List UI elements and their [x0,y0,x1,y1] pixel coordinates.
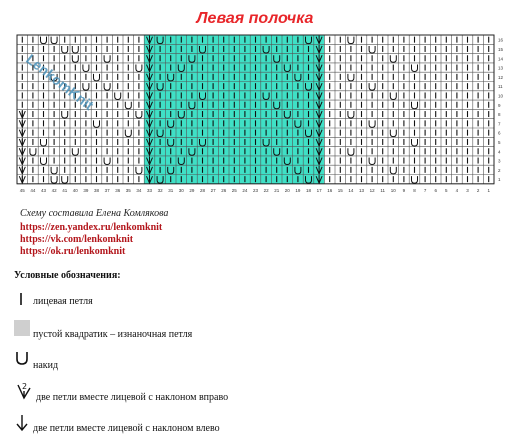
column-label: 14 [348,187,354,193]
empty-square-icon [14,320,30,336]
column-label: 27 [210,187,216,193]
row-label: 1 [498,177,501,183]
knit-stitch-icon [16,292,26,306]
yarn-over-mark [412,102,418,109]
decrease-mark [19,166,25,174]
column-label: 37 [104,187,110,193]
yarn-over-mark [348,74,354,81]
legend-label-k2tog-left: две петли вместе лицевой с наклоном влево [33,423,220,434]
yarn-over-mark [72,148,78,155]
row-label: 14 [498,56,504,62]
yarn-over-mark [41,37,47,44]
yarn-over-mark [94,120,100,127]
legend-label-k2tog-right: две петли вместе лицевой с наклоном вправо [36,392,229,403]
column-label: 17 [316,187,322,193]
yarn-over-mark [348,37,354,44]
decrease-mark [19,129,25,137]
yarn-over-mark [41,139,47,146]
decrease-mark [19,147,25,155]
column-label: 7 [423,187,427,193]
column-label: 3 [466,187,469,193]
row-label: 7 [498,121,501,127]
yarn-over-mark [83,65,89,72]
decrease-mark [19,138,25,146]
column-label: 18 [305,187,312,193]
yarn-over-mark [72,55,78,62]
column-label: 32 [157,187,163,193]
yarn-over-mark [104,83,110,90]
column-label: 44 [30,187,36,193]
k2tog-left-icon [14,414,30,432]
column-label: 23 [252,187,259,193]
column-label: 40 [72,187,78,193]
link-zen[interactable]: https://zen.yandex.ru/lenkomknit [20,222,163,233]
column-label: 22 [263,187,269,193]
column-label: 33 [146,187,153,193]
yarn-over-mark [115,92,121,99]
legend-label-yarn-over: накид [33,360,59,371]
column-label: 26 [221,187,227,193]
column-label: 4 [455,187,459,193]
yarn-over-mark [83,83,89,90]
row-label: 12 [498,74,504,80]
yarn-over-mark [104,55,110,62]
column-label: 16 [327,187,333,193]
yarn-over-mark [51,37,57,44]
yarn-over-mark [125,130,131,137]
column-label: 34 [136,187,142,193]
decrease-mark [19,175,25,183]
column-label: 6 [434,187,437,193]
column-label: 12 [369,187,375,193]
column-label: 45 [19,187,25,193]
column-label: 24 [242,187,248,193]
watermark: LenkomKnit [23,50,97,114]
yarn-over-mark [412,139,418,146]
decrease-mark [19,157,25,165]
yarn-over-icon [14,350,30,366]
yarn-over-mark [136,65,142,72]
yarn-over-mark [348,111,354,118]
yarn-over-mark [136,167,142,174]
column-label: 21 [274,187,280,193]
column-label: 5 [445,187,448,193]
column-label: 20 [284,187,290,193]
legend-title: Условные обозначения: [14,270,121,281]
yarn-over-mark [390,130,396,137]
row-label: 16 [498,37,504,43]
yarn-over-mark [104,158,110,165]
column-label: 42 [51,187,57,193]
row-label: 2 [498,167,501,173]
column-label: 30 [178,187,184,193]
link-ok[interactable]: https://ok.ru/lenkomknit [20,246,126,257]
yarn-over-mark [62,111,68,118]
k2tog-right-icon [14,381,34,401]
yarn-over-mark [94,74,100,81]
column-label: 15 [337,187,343,193]
column-label: 19 [295,187,301,193]
row-label: 8 [498,112,501,118]
yarn-over-mark [390,92,396,99]
yarn-over-mark [369,158,375,165]
yarn-over-mark [348,148,354,155]
yarn-over-mark [369,46,375,53]
yarn-over-mark [125,102,131,109]
decrease-mark [19,119,25,127]
column-label: 2 [476,187,480,193]
yarn-over-mark [51,176,57,183]
row-label: 15 [498,46,504,52]
row-label: 3 [498,158,501,164]
column-label: 25 [231,187,237,193]
yarn-over-mark [369,120,375,127]
svg-text:2: 2 [22,382,28,391]
row-label: 4 [498,149,501,155]
page-title: Левая полочка [196,10,314,27]
column-label: 39 [83,187,89,193]
row-label: 5 [498,139,501,145]
column-label: 43 [40,187,47,193]
yarn-over-mark [390,167,396,174]
yarn-over-mark [51,167,57,174]
row-label: 9 [498,102,501,108]
yarn-over-mark [369,83,375,90]
yarn-over-mark [62,46,68,53]
column-label: 41 [62,187,68,193]
column-label: 29 [189,187,195,193]
column-label: 11 [380,187,386,193]
column-label: 38 [93,187,100,193]
legend-label-purl: пустой квадратик – изнаночная петля [33,329,193,340]
legend-label-knit: лицевая петля [33,296,93,307]
column-label: 1 [487,187,490,193]
yarn-over-mark [136,111,142,118]
row-label: 11 [498,84,503,90]
column-label: 9 [402,187,406,193]
row-label: 6 [498,130,501,136]
column-label: 13 [358,187,365,193]
row-label: 13 [498,65,504,71]
column-label: 8 [413,187,416,193]
yarn-over-mark [41,158,47,165]
row-label: 10 [498,93,504,99]
knitting-chart [0,0,510,200]
column-label: 31 [168,187,174,193]
yarn-over-mark [412,176,418,183]
yarn-over-mark [412,65,418,72]
yarn-over-mark [72,46,78,53]
column-label: 36 [115,187,121,193]
yarn-over-mark [62,176,68,183]
link-vk[interactable]: https://vk.com/lenkomknit [20,234,134,245]
column-label: 28 [199,187,206,193]
decrease-mark [19,110,25,118]
column-label: 10 [390,187,396,193]
yarn-over-mark [30,148,36,155]
author-credit: Схему составила Елена Комлякова [20,208,169,219]
yarn-over-mark [390,55,396,62]
column-label: 35 [125,187,131,193]
